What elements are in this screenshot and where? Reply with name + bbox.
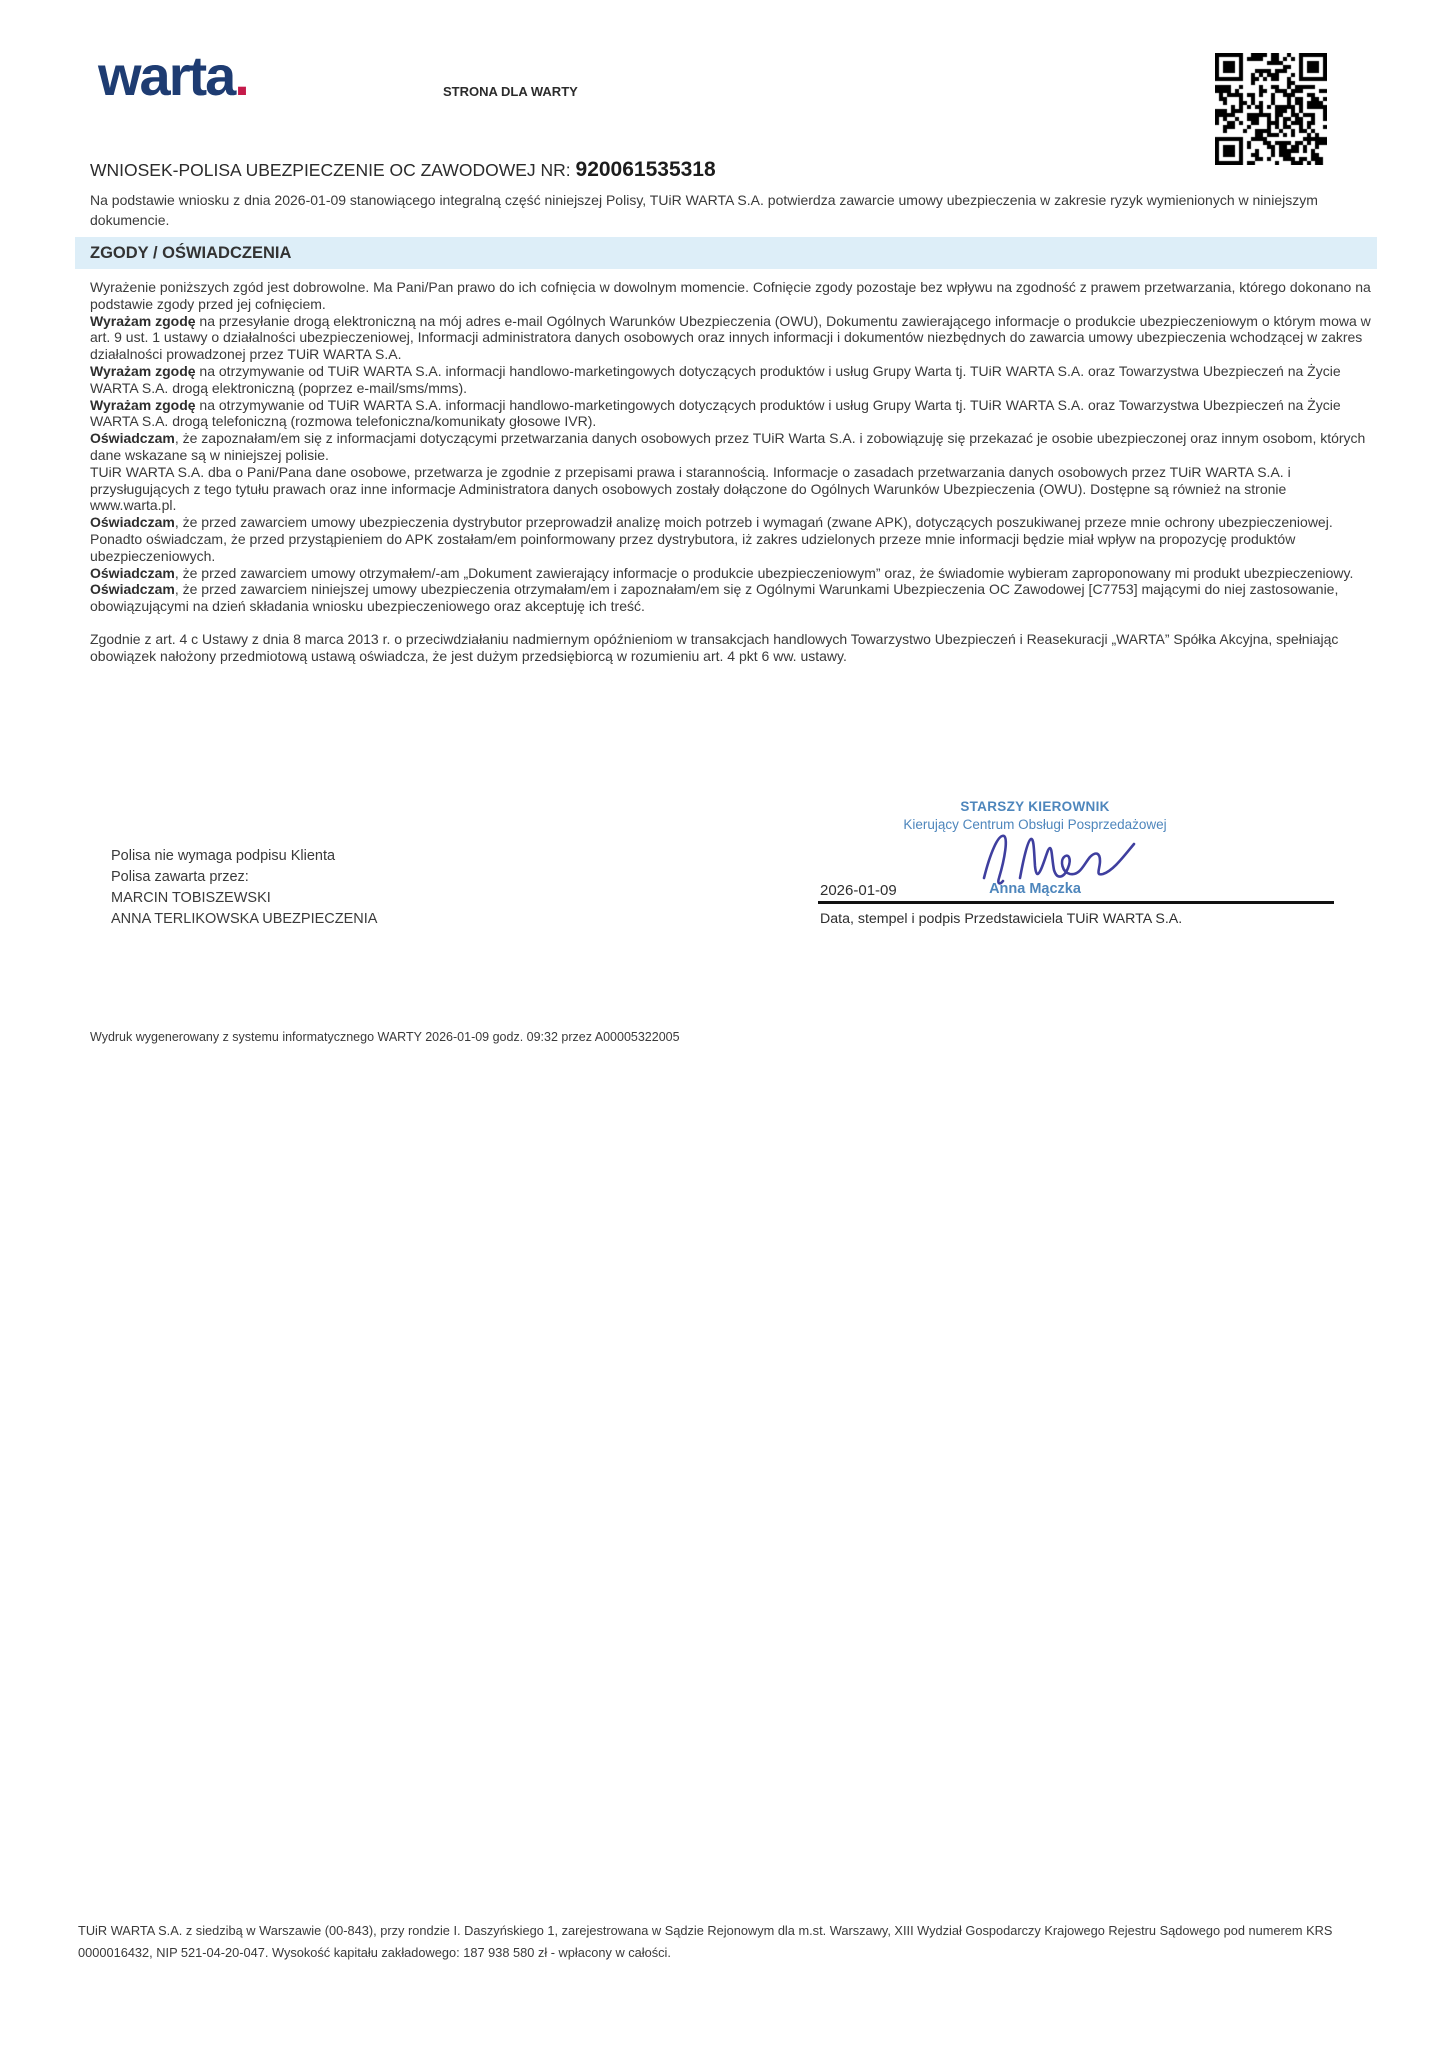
client-line: Polisa nie wymaga podpisu Klienta [111, 848, 336, 864]
large-entrepreneur-statement: Zgodnie z art. 4 c Ustawy z dnia 8 marca 2013 r. o przeciwdziałaniu nadmiernym opóźnieniom w transakcjach handlowych Towarzystwo Ubezpieczeń i Reasekuracji „WARTA” Spółka Akcyjna, spełniając obowiązek nałożony przedmiotową ustawą oświadcza, że jest dużym przedsiębiorcą w rozumieniu art. 4 pkt 6 ww. ustawy. [90, 630, 1339, 664]
client-line: Polisa zawarta przez: [111, 869, 249, 885]
warta-logo-text: warta [98, 44, 235, 107]
handwritten-signature [972, 824, 1152, 888]
document-title-label: WNIOSEK-POLISA UBEZPIECZENIE OC ZAWODOWEJ NR: [90, 160, 576, 180]
agent-name: MARCIN TOBISZEWSKI [111, 890, 271, 906]
consent-paragraph: Ponadto oświadczam, że przed przystąpieniem do APK zostałam/em poinformowany przez dystrybutora, iż zakres udzielonych przeze mnie informacji będzie miał wpływ na propozycję produktów ubezpieczeniowych. [90, 530, 1296, 564]
signature-date: 2026-01-09 [820, 882, 897, 899]
consents-block [90, 279, 1376, 665]
consent-paragraph: TUiR WARTA S.A. dba o Pani/Pana dane osobowe, przetwarza je zgodnie z przepisami prawa i starannością. Informacje o zasadach przetwarzania danych osobowych przez TUiR WARTA S.A. i przysługujących z tego tytułu prawach oraz inne informacje Administratora danych osobowych zostały dołączone do Ogólnych Warunków Ubezpieczenia (OWU). Dostępne są również na stronie www.warta.pl. [90, 463, 1291, 514]
page-copy-label: STRONA DLA WARTY [443, 84, 578, 99]
consent-paragraph: Wyrażam zgodę na przesyłanie drogą elektroniczną na mój adres e-mail Ogólnych Warunków Ubezpieczenia (OWU), Dokumentu zawierającego informacje o produkcie ubezpieczeniowym o którym mowa w art. 9 ust. 1 ustawy o działalności ubezpieczeniowej, Informacji administratora danych osobowych oraz innych informacji i dokumentów niezbędnych do zawarcia umowy ubezpieczenia wchodzącej w zakres działalności prowadzonej przez TUiR WARTA S.A. [90, 312, 1371, 363]
policy-number: 920061535318 [575, 158, 716, 181]
agency-name: ANNA TERLIKOWSKA UBEZPIECZENIA [111, 911, 378, 927]
document-title [90, 158, 716, 182]
stamp-signer-name: Anna Mączka [989, 881, 1081, 897]
consent-paragraph: Oświadczam, że zapoznałam/em się z informacjami dotyczącymi przetwarzania danych osobowych przez TUiR Warta S.A. i zobowiązuję się przekazać je osobie ubezpieczonej oraz innym osobom, których dane wskazane są w niniejszej polisie. [90, 430, 1366, 463]
company-footer: TUiR WARTA S.A. z siedzibą w Warszawie (00-843), przy rondzie I. Daszyńskiego 1, zarejestrowana w Sądzie Rejonowym dla m.st. Warszawy, XIII Wydział Gospodarczy Krajowego Rejestru Sądowego pod numerem KRS 0000016432, NIP 521-04-20-047. Wysokość kapitału zakładowego: 187 938 580 zł - wpłacony w całości. [78, 1923, 1333, 1960]
section-header-band [75, 237, 1377, 269]
intro-paragraph: Na podstawie wniosku z dnia 2026-01-09 stanowiącego integralną część niniejszej Polisy, TUiR WARTA S.A. potwierdza zawarcie umowy ubezpieczenia w zakresie ryzyk wymienionych w niniejszym dokumencie. [90, 192, 1318, 228]
consent-paragraph: Wyrażam zgodę na otrzymywanie od TUiR WARTA S.A. informacji handlowo-marketingowych dotyczących produktów i usług Grupy Warta tj. TUiR WARTA S.A. oraz Towarzystwa Ubezpieczeń na Życie WARTA S.A. drogą elektroniczną (poprzez e-mail/sms/mms). [90, 362, 1341, 396]
consent-paragraph: Wyrażam zgodę na otrzymywanie od TUiR WARTA S.A. informacji handlowo-marketingowych dotyczących produktów i usług Grupy Warta tj. TUiR WARTA S.A. oraz Towarzystwa Ubezpieczeń na Życie WARTA S.A. drogą telefoniczną (rozmowa telefoniczna/komunikaty głosowe IVR). [90, 396, 1341, 430]
stamp-title: STARSZY KIEROWNIK [960, 799, 1110, 814]
print-generation-info: Wydruk wygenerowany z systemu informatycznego WARTY 2026-01-09 godz. 09:32 przez A00005322005 [90, 1030, 680, 1044]
signature-rule-line [818, 901, 1334, 904]
section-title: ZGODY / OŚWIADCZENIA [90, 244, 292, 262]
consent-paragraph: Oświadczam, że przed zawarciem umowy ubezpieczenia dystrybutor przeprowadził analizę moich potrzeb i wymagań (zwane APK), dotyczących poszukiwanej przeze mnie ochrony ubezpieczeniowej. [90, 514, 1333, 531]
consent-paragraph: Oświadczam, że przed zawarciem niniejszej umowy ubezpieczenia otrzymałam/em i zapoznałam/em się z Ogólnymi Warunkami Ubezpieczenia OC Zawodowej [C7753] mającymi do niej zastosowanie, obowiązującymi na dzień składania wniosku ubezpieczeniowego oraz akceptuję ich treść. [90, 581, 1339, 615]
consent-paragraph: Wyrażenie poniższych zgód jest dobrowolne. Ma Pani/Pan prawo do ich cofnięcia w dowolnym momencie. Cofnięcie zgody pozostaje bez wpływu na zgodność z prawem przetwarzania, którego dokonano na podstawie zgody przed jej cofnięciem. [90, 279, 1371, 312]
consent-paragraph: Oświadczam, że przed zawarciem umowy otrzymałem/-am „Dokument zawierający informacje o produkcie ubezpieczeniowym” oraz, że świadomie wybieram zaproponowany mi produkt ubezpieczeniowy. [90, 564, 1354, 581]
client-signature-block [111, 846, 377, 930]
warta-logo [98, 44, 248, 107]
qr-code [1215, 53, 1327, 165]
warta-logo-dot-icon: . [234, 44, 248, 107]
stamp-subtitle: Kierujący Centrum Obsługi Posprzedażowej [903, 817, 1167, 832]
signature-caption: Data, stempel i podpis Przedstawiciela TUiR WARTA S.A. [820, 911, 1183, 927]
